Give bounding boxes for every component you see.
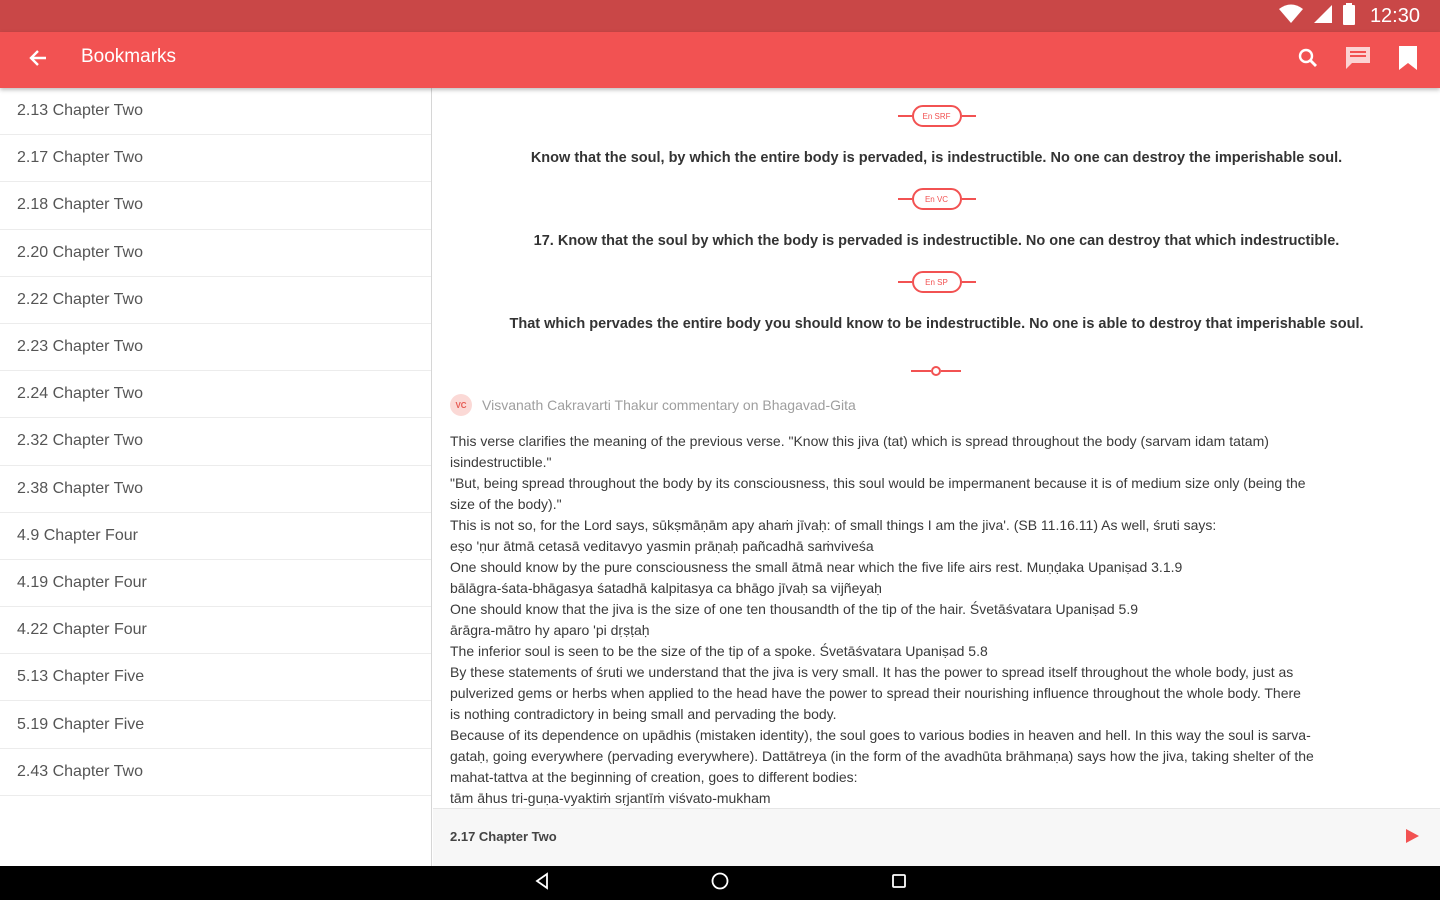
wifi-icon [1278,4,1304,29]
translation-tag-label: En SP [912,271,962,293]
commentary-line: pulverized gems or herbs when applied to the head have the power to spread their nourishing influence throughout the whole body. There [450,685,1301,701]
nav-back-button[interactable] [530,871,554,895]
comment-icon [1344,45,1372,76]
bookmark-list [0,88,432,866]
search-icon [1297,47,1319,74]
commentary-line: tām āhus tri-guṇa-vyaktiṁ sṛjantīṁ viśvato-mukham [450,790,771,806]
commentary-line: ārāgra-mātro hy aparo 'pi dṛṣṭaḥ [450,622,650,638]
bookmark-item[interactable]: 4.22 Chapter Four [0,607,431,654]
bookmark-item[interactable]: 2.18 Chapter Two [0,182,431,229]
bookmark-item[interactable]: 5.19 Chapter Five [0,701,431,748]
battery-icon [1342,3,1356,30]
commentary-line: Because of its dependence on upādhis (mistaken identity), the soul goes to various bodies in heaven and hell. In this way the soul is sarva- [450,727,1311,743]
app-bar [0,32,1440,88]
play-button[interactable] [1400,826,1424,850]
home-circle-icon [710,871,730,896]
verse-content[interactable] [433,88,1440,808]
status-time: 12:30 [1369,4,1420,27]
translation-tag [898,271,976,293]
commentary-body [450,431,1425,808]
commentary-line: This is not so, for the Lord says, sūkṣmāṇām apy ahaṁ jīvaḥ: of small things I am the jiva'. (SB 11.16.11) As well, śruti says: [450,517,1217,533]
ornament-line [898,281,912,283]
commentary-line: By these statements of śruti we understand that the jiva is very small. It has the power to spread itself throughout the whole body, just as [450,664,1294,680]
bookmark-item[interactable]: 2.20 Chapter Two [0,230,431,277]
translation-text: Know that the soul, by which the entire body is pervaded, is indestructible. No one can destroy the imperishable soul. [530,150,1343,166]
translation-text: 17. Know that the soul by which the body is pervaded is indestructible. No one can destroy that which indestructible. [533,233,1340,249]
bookmark-item[interactable]: 4.19 Chapter Four [0,560,431,607]
commentary-line: eṣo 'ṇur ātmā cetasā veditavyo yasmin prāṇaḥ pañcadhā saṁviveśa [450,538,874,554]
commentary-line: "But, being spread throughout the body by its consciousness, this soul would be impermanent because it is of medium size only (being the [450,475,1306,491]
bookmark-icon [1397,45,1419,76]
bookmark-item[interactable]: 2.32 Chapter Two [0,418,431,465]
commentary-line: One should know that the jiva is the size of one ten thousandth of the tip of the hair. Śvetāśvatara Upaniṣad 5.9 [450,601,1138,617]
commentary-line: This verse clarifies the meaning of the previous verse. "Know this jiva (tat) which is spread throughout the body (sarvam idam tatam) [450,433,1269,449]
recents-square-icon [890,872,908,895]
translation-tag [897,105,975,127]
translation-tag-label: En VC [912,188,962,210]
back-button[interactable] [22,44,54,76]
signal-icon [1312,4,1334,29]
app-bar-actions [1292,42,1424,78]
nav-home-button[interactable] [708,871,732,895]
bookmark-button[interactable] [1392,42,1424,78]
current-verse-reference: 2.17 Chapter Two [450,829,557,844]
commentary-line: bālāgra-śata-bhāgasya śatadhā kalpitasya ca bhāgo jīvaḥ sa vijñeyaḥ [450,580,882,596]
commentary-header [450,394,856,416]
status-icons [1278,4,1420,28]
commentary-line: size of the body)." [450,496,562,512]
translation-text: That which pervades the entire body you should know to be indestructible. No one is able to destroy that imperishable soul. [509,316,1364,332]
bookmark-item[interactable]: 5.13 Chapter Five [0,654,431,701]
comments-button[interactable] [1342,42,1374,78]
ornament-line [898,198,912,200]
verse-footer [433,808,1440,866]
commentary-author-badge: VC [450,394,472,416]
bookmark-item[interactable]: 2.38 Chapter Two [0,466,431,513]
system-nav-bar [0,866,1440,900]
ornament-line [962,198,976,200]
commentary-line: is nothing contradictory in being small and pervading the body. [450,706,837,722]
bookmark-item[interactable]: 4.9 Chapter Four [0,513,431,560]
commentary-line: The inferior soul is seen to be the size of the tip of a spoke. Śvetāśvatara Upaniṣad 5.8 [450,643,988,659]
commentary-line: isindestructible." [450,454,552,470]
commentary-title: Visvanath Cakravarti Thakur commentary on Bhagavad-Gita [482,397,856,413]
play-icon [1404,828,1420,849]
translation-tag-label: En SRF [911,105,961,127]
commentary-line: One should know by the pure consciousness the small ātmā near which the five life airs rest. Muṇḍaka Upaniṣad 3.1.9 [450,559,1183,575]
bookmark-item[interactable]: 2.24 Chapter Two [0,371,431,418]
bookmark-item[interactable]: 2.13 Chapter Two [0,88,431,135]
status-bar [0,0,1440,32]
section-divider [911,366,961,376]
arrow-back-icon [28,48,48,73]
bookmark-item[interactable]: 2.23 Chapter Two [0,324,431,371]
back-triangle-icon [533,872,551,895]
translation-tag [898,188,976,210]
nav-recents-button[interactable] [887,871,911,895]
bookmark-item[interactable]: 2.17 Chapter Two [0,135,431,182]
bookmark-item[interactable]: 2.22 Chapter Two [0,277,431,324]
ornament-line [897,115,911,117]
ornament-line [962,281,976,283]
commentary-line: gataḥ, going everywhere (pervading everywhere). Dattātreya (in the form of the avadhūta brāhmaṇa) says how the jiva, taking shelter of the [450,748,1314,764]
search-button[interactable] [1292,42,1324,78]
ornament-line [962,115,976,117]
bookmark-item[interactable]: 2.43 Chapter Two [0,749,431,796]
commentary-line: mahat-tattva at the beginning of creation, goes to different bodies: [450,769,858,785]
page-title: Bookmarks [81,46,177,67]
